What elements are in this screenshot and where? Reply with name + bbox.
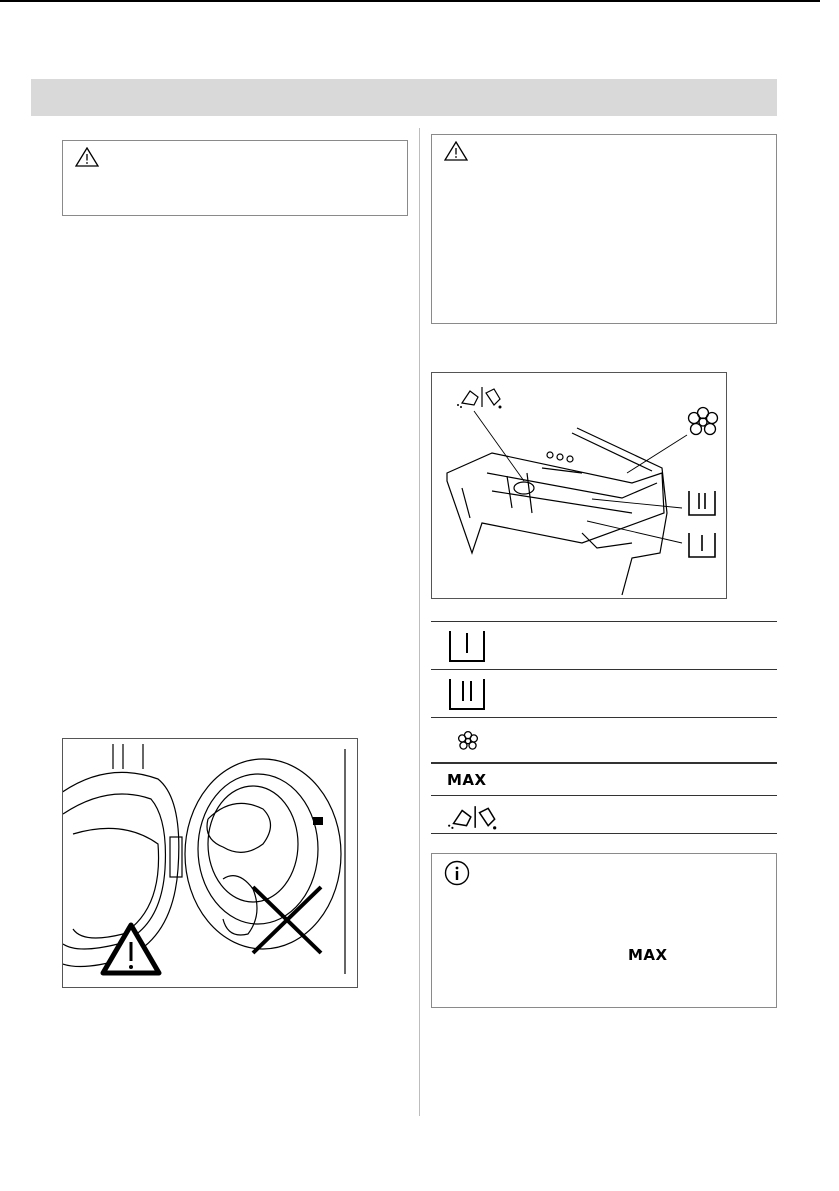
warning-triangle-icon <box>444 141 468 161</box>
legend-row <box>431 669 777 718</box>
washer-door-figure <box>62 738 358 988</box>
column-divider <box>419 128 420 1116</box>
info-note-box <box>431 853 777 1008</box>
prewash-compartment-icon <box>687 531 717 559</box>
prewash-compartment-icon <box>447 628 487 664</box>
detergent-position-lever-icon <box>456 385 504 409</box>
main-wash-compartment-icon <box>687 489 717 517</box>
detergent-position-lever-icon <box>443 804 503 830</box>
detergent-dispenser-figure <box>431 372 727 599</box>
softener-flower-icon <box>457 730 479 752</box>
section-header-bar <box>31 79 777 116</box>
warning-triangle-icon <box>75 147 99 167</box>
softener-flower-icon <box>686 405 720 439</box>
main-wash-compartment-icon <box>447 676 487 712</box>
cross-icon <box>253 887 321 953</box>
info-icon <box>444 860 470 886</box>
legend-bottom-rule <box>431 833 777 834</box>
legend-row <box>431 621 777 670</box>
legend-row <box>431 795 777 834</box>
left-warning-box <box>62 140 408 216</box>
max-level-label: MAX <box>628 946 668 964</box>
legend-row <box>431 717 777 763</box>
right-warning-box <box>431 134 777 324</box>
max-level-label: MAX <box>447 771 487 789</box>
top-rule <box>0 0 820 2</box>
door-drawing <box>63 739 358 988</box>
legend-row <box>431 762 777 797</box>
